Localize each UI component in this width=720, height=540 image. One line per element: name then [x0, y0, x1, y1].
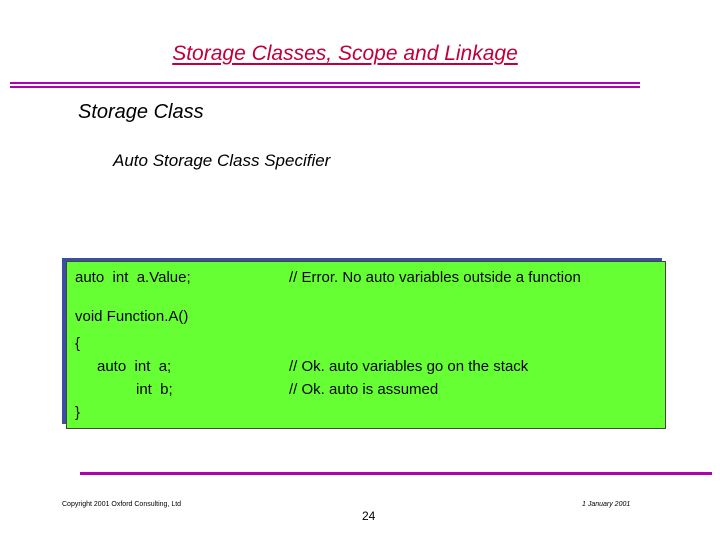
code-line-4: auto int a;: [97, 358, 172, 375]
code-line-1: auto int a.Value;: [75, 269, 191, 286]
code-line-6: }: [75, 404, 81, 421]
section-heading: Storage Class: [78, 101, 204, 123]
footer-divider: [80, 472, 712, 475]
slide-title: Storage Classes, Scope and Linkage: [172, 42, 518, 65]
footer-date: 1 January 2001: [582, 501, 631, 508]
code-line-5: int b;: [136, 381, 173, 398]
footer-copyright: Copyright 2001 Oxford Consulting, Ltd: [62, 501, 182, 508]
title-divider: [10, 82, 640, 88]
code-comment-4: // Ok. auto variables go on the stack: [289, 358, 529, 375]
section-subheading: Auto Storage Class Specifier: [113, 151, 331, 170]
page-number: 24: [362, 509, 376, 523]
code-line-2: void Function.A(): [75, 308, 189, 325]
code-comment-1: // Error. No auto variables outside a function: [289, 269, 581, 286]
code-comment-5: // Ok. auto is assumed: [289, 381, 439, 398]
code-example-box: [66, 261, 666, 429]
code-line-3: {: [75, 335, 81, 352]
